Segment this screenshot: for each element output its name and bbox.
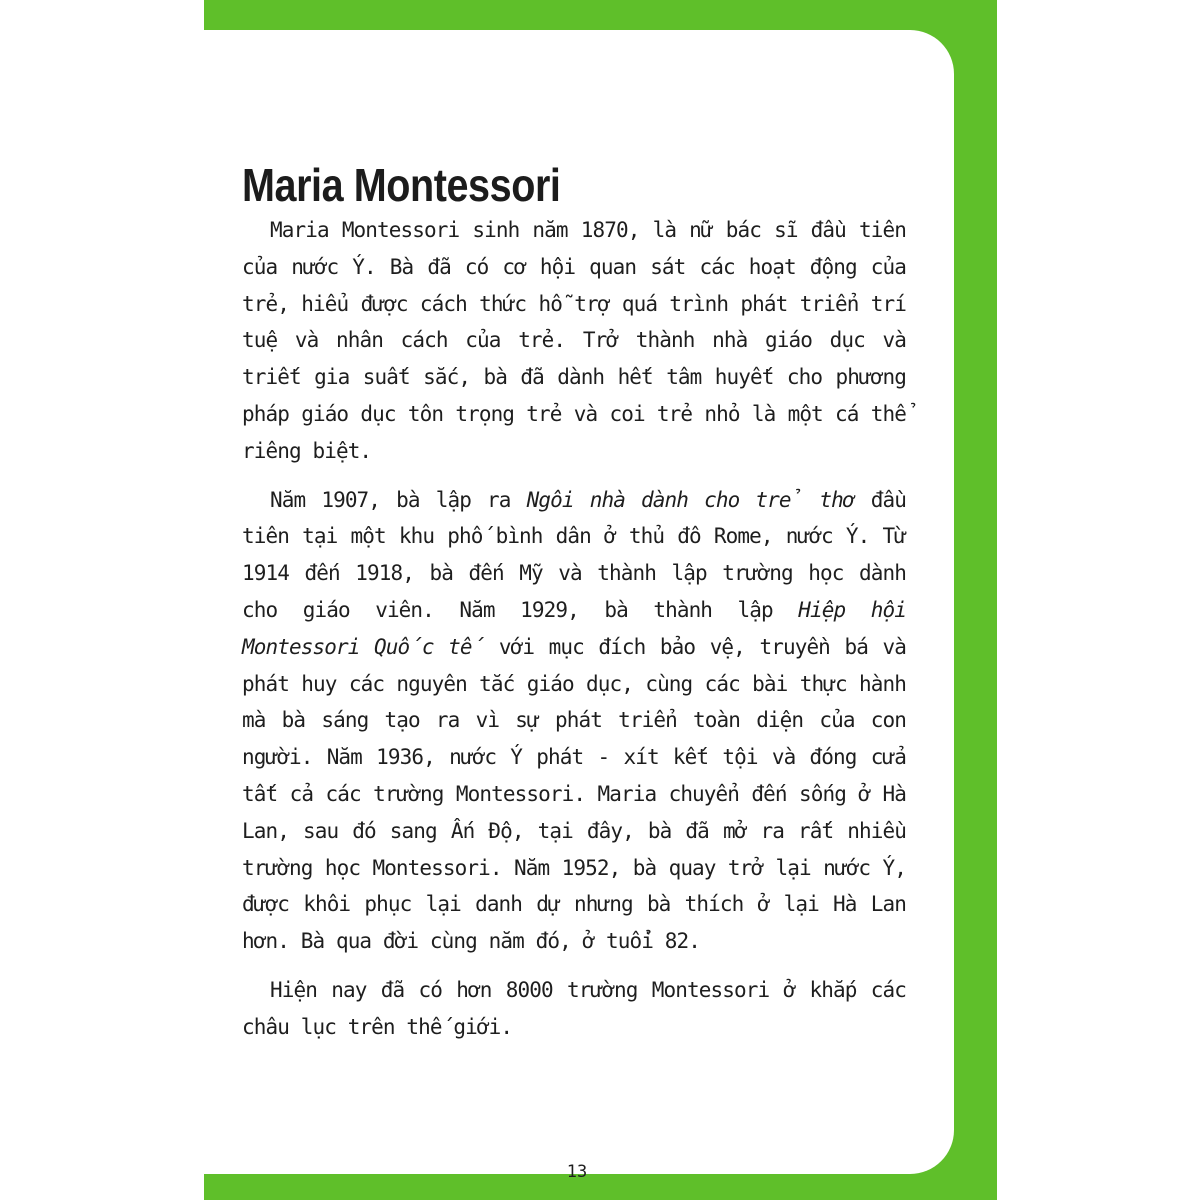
paragraph-2	[242, 482, 906, 960]
italic-hiep-hoi: Hiệp hội Montessori Quốc tế	[242, 597, 906, 659]
paragraph-3: Hiện nay đã có hơn 8000 trường Montessori ở khắp các châu lục trên thế giới.	[242, 977, 906, 1039]
italic-ngoi-nha: Ngôi nhà dành cho trẻ thơ	[526, 487, 855, 512]
article-body	[242, 212, 906, 1058]
paragraph-2-text-e: với mục đích bảo vệ, truyền bá và phát huy các nguyên tắc giáo dục, cùng các bài thực hành mà bà sáng tạo ra vì sự phát triển toàn diện của con người. Năm 1936, nước Ý phát - xít kết tội và đóng cửa tất cả các trường Montessori. Maria chuyển đến sống ở Hà Lan, sau đó sang Ấn Độ, tại đây, bà đã mở ra rất nhiều trường học Montessori. Năm 1952, bà quay trở lại nước Ý, được khôi phục lại danh dự nhưng bà thích ở lại Hà Lan hơn. Bà qua đời cùng năm đó, ở tuổi 82.	[242, 634, 906, 954]
paragraph-2-text-c: đầu tiên tại một khu phố bình dân ở thủ đô Rome, nước Ý. Từ 1914 đến 1918, bà đến Mỹ và thành lập trường học dành cho giáo viên. Năm 1929, bà thành lập	[242, 487, 906, 622]
page-number: 13	[566, 1162, 588, 1182]
page-title: Maria Montessori	[242, 159, 561, 211]
paragraph-1: Maria Montessori sinh năm 1870, là nữ bác sĩ đầu tiên của nước Ý. Bà đã có cơ hội quan sát các hoạt động của trẻ, hiểu được cách thức hỗ trợ quá trình phát triển trí tuệ và nhân cách của trẻ. Trở thành nhà giáo dục và triết gia suất sắc, bà đã dành hết tâm huyết cho phương pháp giáo dục tôn trọng trẻ và coi trẻ nhỏ là một cá thể riêng biệt.	[242, 218, 906, 463]
paragraph-2-text-a: Năm 1907, bà lập ra	[270, 487, 527, 512]
